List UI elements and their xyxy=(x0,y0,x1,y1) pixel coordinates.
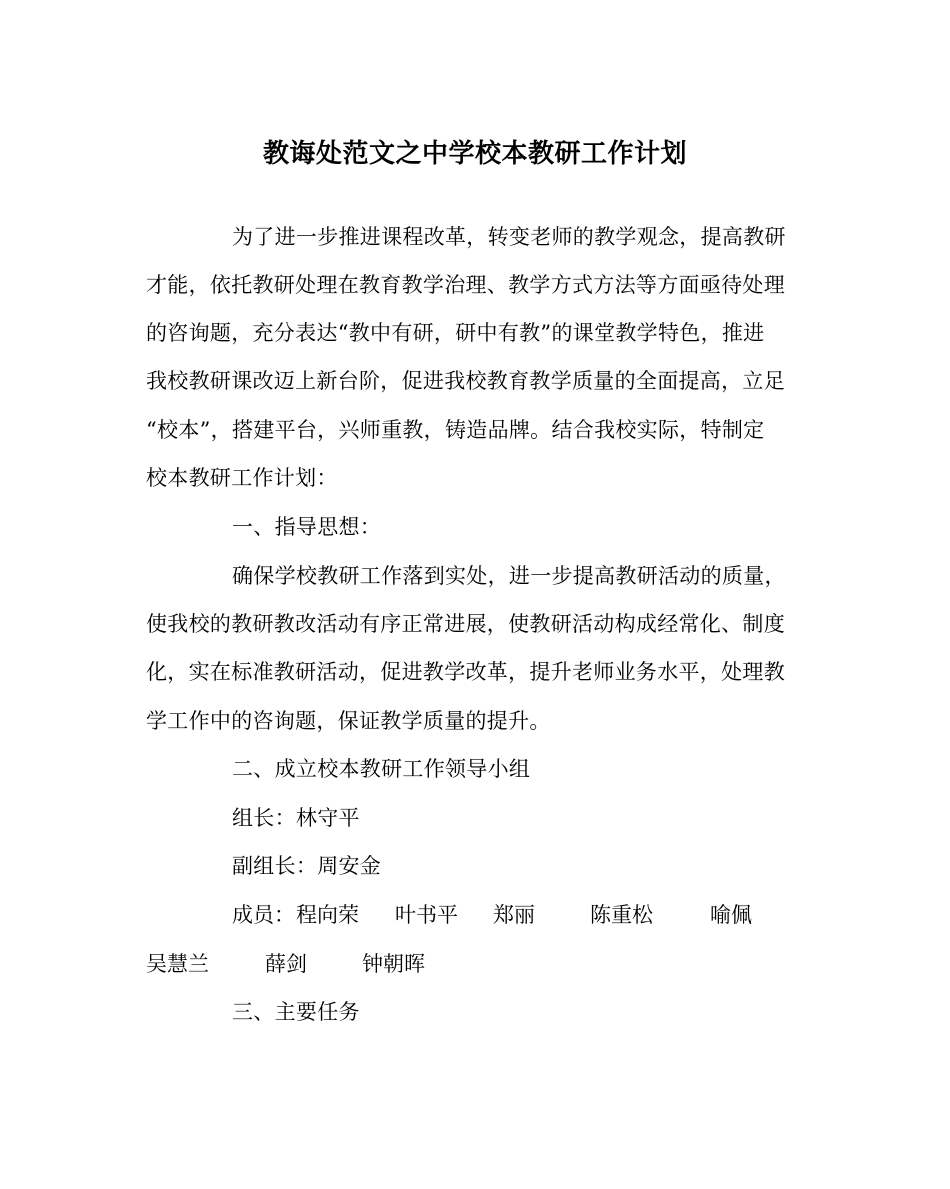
section-heading: 一、指导思想： xyxy=(232,515,382,539)
paragraph-line: 确保学校教研工作落到实处，进一步提高教研活动的质量， xyxy=(232,564,786,588)
section-heading: 三、主要任务 xyxy=(232,1000,360,1024)
paragraph-line: 我校教研课改迈上新台阶，促进我校教育教学质量的全面提高，立足 xyxy=(146,369,785,393)
paragraph-line: 为了进一步推进课程改革，转变老师的教学观念，提高教研 xyxy=(232,225,786,249)
paragraph-line: 的咨询题，充分表达“教中有研，研中有教”的课堂教学特色，推进 xyxy=(146,321,765,345)
member-name: 喻佩 xyxy=(710,903,752,927)
paragraph-line: “校本”，搭建平台，兴师重教，铸造品牌。结合我校实际，特制定 xyxy=(146,418,765,442)
paragraph-line: 使我校的教研教改活动有序正常进展，使教研活动构成经常化、制度 xyxy=(146,612,785,636)
member-name: 叶书平 xyxy=(395,903,458,927)
member-name: 薛剑 xyxy=(265,952,307,976)
group-leader: 组长：林守平 xyxy=(232,806,360,830)
group-vice-leader: 副组长：周安金 xyxy=(232,854,382,878)
member-name: 程向荣 xyxy=(296,903,359,927)
member-name: 吴慧兰 xyxy=(146,952,209,976)
section-heading: 二、成立校本教研工作领导小组 xyxy=(232,757,531,781)
document-title: 教诲处范文之中学校本教研工作计划 xyxy=(262,139,687,169)
paragraph-line: 才能，依托教研处理在教育教学治理、教学方式方法等方面亟待处理 xyxy=(146,273,785,297)
paragraph-line: 校本教研工作计划： xyxy=(146,466,338,490)
members-label: 成员： xyxy=(232,903,295,927)
member-name: 钟朝晖 xyxy=(362,952,425,976)
paragraph-line: 学工作中的咨询题，保证教学质量的提升。 xyxy=(146,709,551,733)
paragraph-line: 化，实在标准教研活动，促进教学改革，提升老师业务水平，处理教 xyxy=(146,660,785,684)
member-name: 陈重松 xyxy=(590,903,653,927)
member-name: 郑丽 xyxy=(493,903,535,927)
